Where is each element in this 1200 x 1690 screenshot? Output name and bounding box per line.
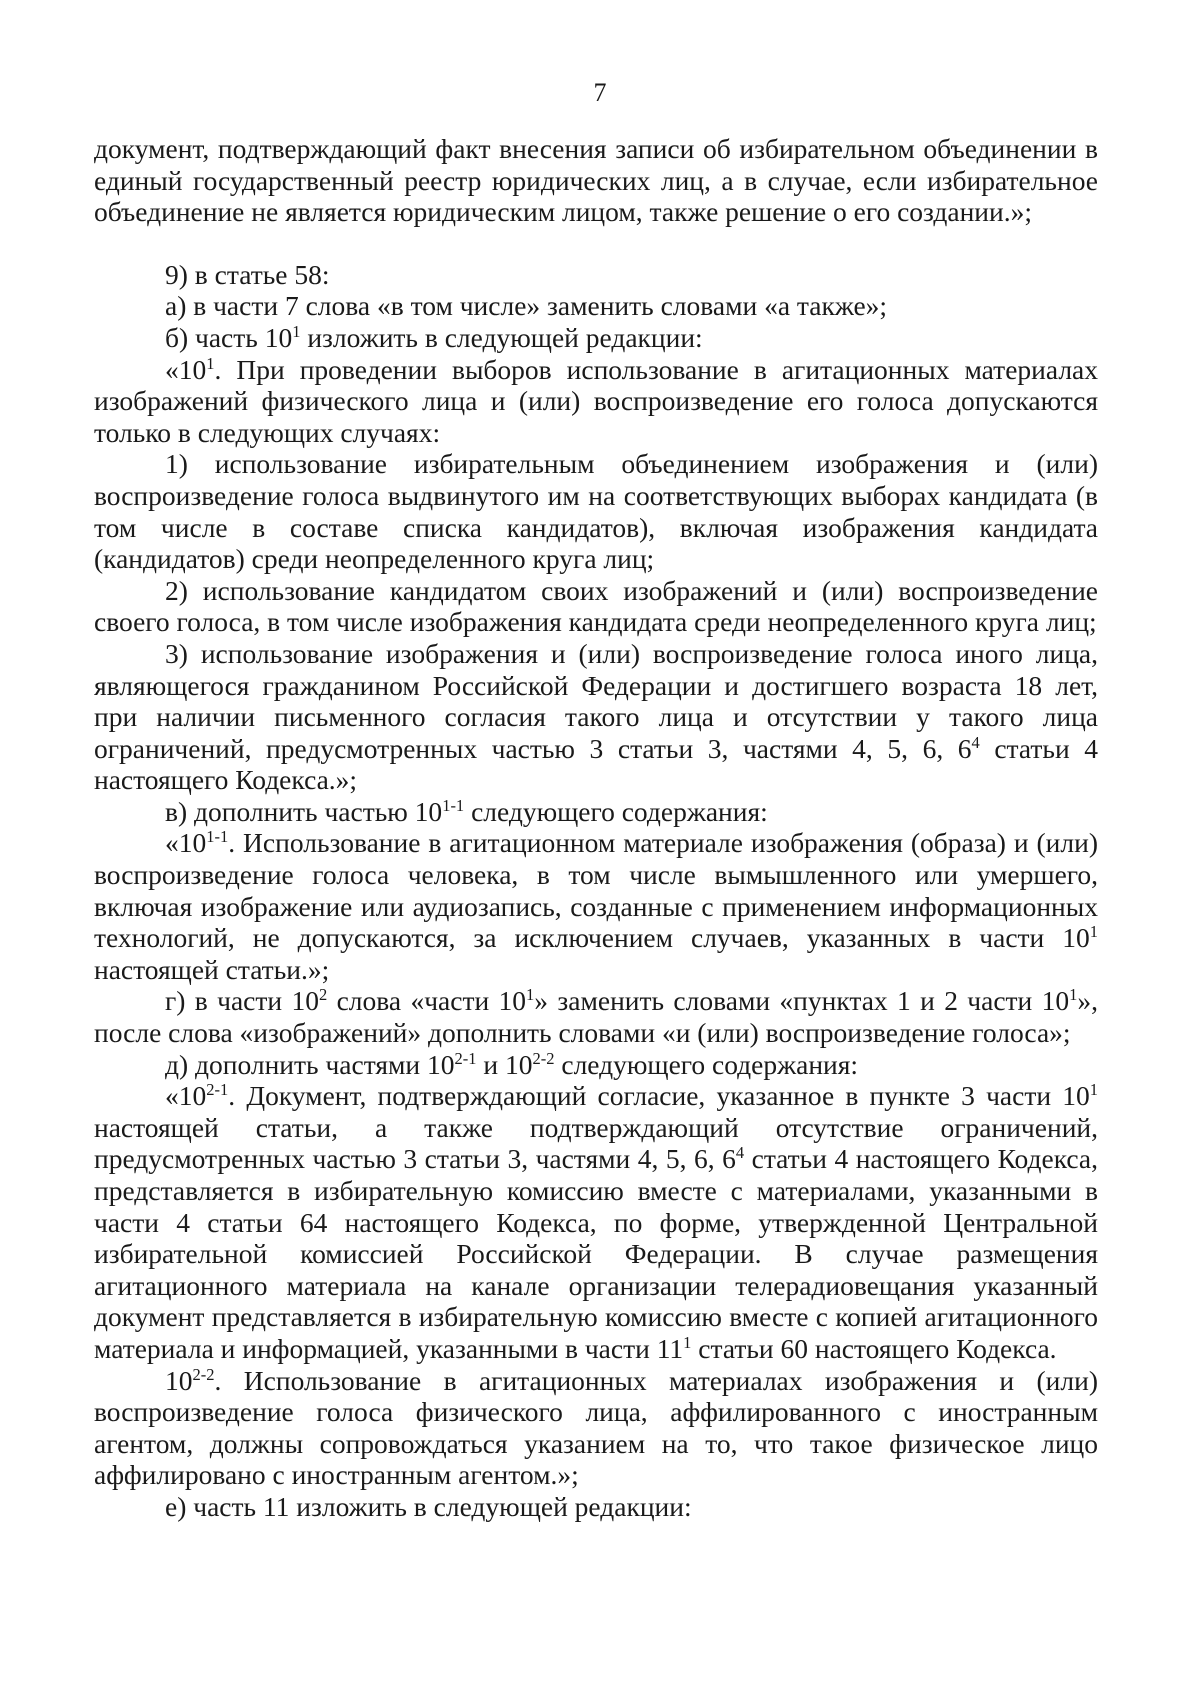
paragraph-item-v (94, 796, 1098, 828)
text-run: . При проведении выборов использование в агитационных материалах изображений физического лица и (или) воспроизведение его голоса допускаются только в следующих случаях: (94, 353, 1098, 448)
text-run: слова «части 10 (327, 985, 527, 1017)
paragraph-article-58 (94, 259, 1098, 291)
text-run: «10 (165, 353, 207, 385)
text-run: и 10 (476, 1048, 533, 1080)
superscript: 4 (971, 732, 980, 752)
text-run: статьи 60 настоящего Кодекса. (691, 1332, 1057, 1364)
text-run: е) часть 11 изложить в следующей редакции: (165, 1490, 692, 1522)
text-run: «10 (165, 827, 207, 859)
text-run: а) в части 7 слова «в том числе» заменить словами «а также»; (165, 290, 888, 322)
text-run: «10 (165, 1080, 207, 1112)
superscript: 2-1 (454, 1048, 477, 1068)
paragraph-case-3 (94, 638, 1098, 796)
paragraph-case-1 (94, 448, 1098, 574)
text-run: . Использование в агитационных материалах изображения и (или) воспроизведение голоса физического лица, аффилированного с иностранным агентом, должны сопровождаться указанием на то, что такое физическое лицо аффилировано с иностранным агентом.»; (94, 1364, 1098, 1491)
text-run: » заменить словами «пунктах 1 и 2 части 10 (534, 985, 1070, 1017)
text-run: 10 (165, 1364, 193, 1396)
paragraph-part-10-1-1 (94, 827, 1098, 985)
superscript: 1 (292, 321, 301, 341)
paragraph-part-10-1 (94, 354, 1098, 449)
paragraph-item-d (94, 1049, 1098, 1081)
superscript: 2-2 (192, 1364, 215, 1384)
text-run: . Использование в агитационном материале изображения (образа) и (или) воспроизведение голоса человека, в том числе вымышленного или умершего, включая изображение или аудиозапись, созданные с применением информационных технологий, не допускаются, за исключением случаев, указанных в части 10 (94, 827, 1098, 954)
page-number: 7 (593, 78, 607, 107)
superscript: 4 (735, 1143, 745, 1163)
text-run: . Документ, подтверждающий согласие, указанное в пункте 3 части 10 (228, 1080, 1090, 1112)
text-run: изложить в следующей редакции: (300, 321, 703, 353)
document-body (94, 133, 1098, 1523)
text-run: в) дополнить частью 10 (165, 795, 443, 827)
text-run: настоящей статьи.»; (94, 953, 330, 985)
superscript: 1 (206, 353, 215, 373)
superscript: 1 (1089, 1080, 1098, 1100)
paragraph-continuation (94, 133, 1098, 228)
text-run: д) дополнить частями 10 (165, 1048, 455, 1080)
text-run: следующего содержания: (554, 1048, 859, 1080)
superscript: 1-1 (206, 827, 229, 847)
paragraph-item-b (94, 322, 1098, 354)
paragraph-case-2 (94, 575, 1098, 638)
text-run: б) часть 10 (165, 321, 293, 353)
text-run: статьи 4 настоящего Кодекса, представляется в избирательную комиссию вместе с материалами, указанными в части 4 статьи 64 настоящего Кодекса, по форме, утвержденной Центральной избирательной комиссией Российской Федерации. В случае размещения агитационного материала на канале организации телерадиовещания указанный документ представляется в избирательную комиссию вместе с копией агитационного материала и информацией, указанными в части 11 (94, 1143, 1098, 1364)
text-run: статьи 4 настоящего Кодекса.»; (94, 732, 1098, 796)
superscript: 2-2 (532, 1048, 555, 1068)
superscript: 1 (683, 1332, 692, 1352)
superscript: 1 (526, 985, 535, 1005)
superscript: 1-1 (442, 795, 465, 815)
superscript: 1 (1069, 985, 1078, 1005)
text-run: 3) использование изображения и (или) воспроизведение голоса иного лица, являющегося гражданином Российской Федерации и достигшего возраста 18 лет, при наличии письменного согласия такого лица и отсутствии у такого лица ограничений, предусмотренных частью 3 статьи 3, частями 4, 5, 6, 6 (94, 637, 1098, 764)
paragraph-item-g (94, 985, 1098, 1048)
paragraph-item-a (94, 290, 1098, 322)
text-run: 1) использование избирательным объединением изображения и (или) воспроизведение голоса выдвинутого им на соответствующих выборах кандидата (в том числе в составе списка кандидатов), включая изображения кандидата (кандидатов) среди неопределенного круга лиц; (94, 448, 1098, 575)
superscript: 2 (318, 985, 328, 1005)
text-run: настоящей статьи, а также подтверждающий отсутствие ограничений, предусмотренных частью 3 статьи 3, частями 4, 5, 6, 6 (94, 1111, 1098, 1175)
text-run: г) в части 10 (165, 985, 319, 1017)
paragraph-part-10-2-2 (94, 1365, 1098, 1491)
text-run: следующего содержания: (464, 795, 768, 827)
text-run: 9) в статье 58: (165, 258, 330, 290)
paragraph-part-10-2-1 (94, 1080, 1098, 1364)
paragraph-item-e (94, 1491, 1098, 1523)
text-run: документ, подтверждающий факт внесения записи об избирательном объединении в единый государственный реестр юридических лиц, а в случае, если избирательное объединение не является юридическим лицом, также решение о его создании.»; (94, 133, 1098, 228)
superscript: 1 (1089, 922, 1098, 942)
text-run: 2) использование кандидатом своих изображений и (или) воспроизведение своего голоса, в том числе изображения кандидата среди неопределенного круга лиц; (94, 574, 1098, 638)
superscript: 2-1 (206, 1080, 229, 1100)
text-run: », после слова «изображений» дополнить словами «и (или) воспроизведение голоса»; (94, 985, 1099, 1049)
